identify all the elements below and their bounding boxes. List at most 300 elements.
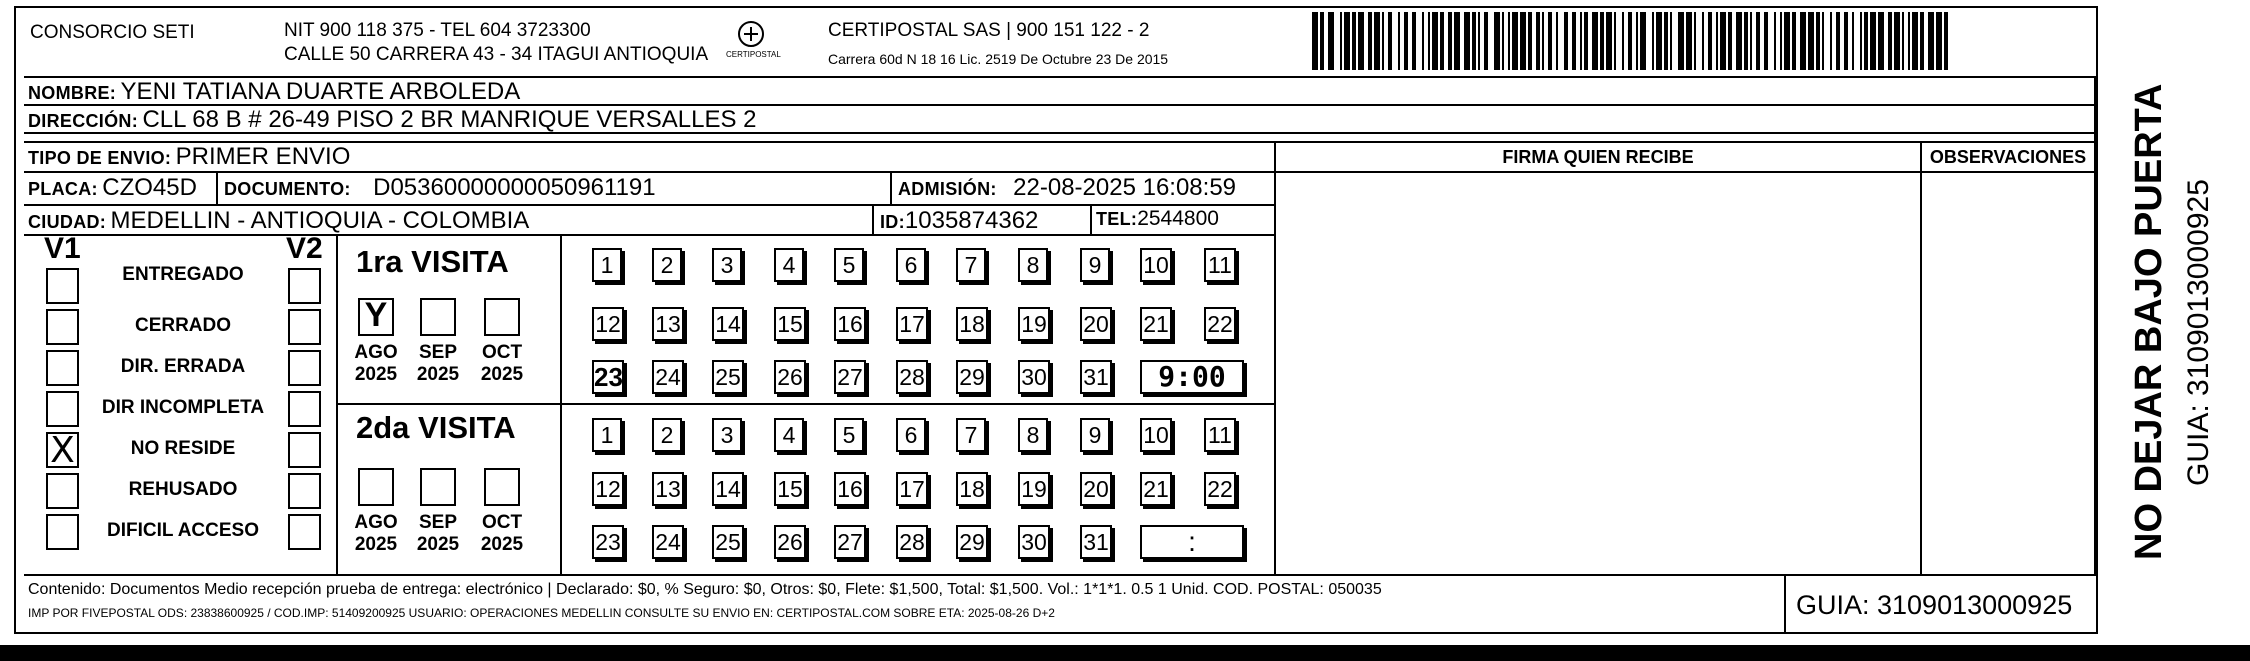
day-box[interactable]: 9 <box>1080 248 1110 282</box>
barcode-bar <box>1600 12 1604 70</box>
barcode-bar <box>1486 12 1488 70</box>
address-label: DIRECCIÓN: <box>28 111 138 131</box>
barcode-bar <box>1878 12 1880 70</box>
day-box[interactable]: 20 <box>1080 307 1112 341</box>
barcode-bar <box>1740 12 1742 70</box>
barcode-bar <box>1596 12 1598 70</box>
day-box[interactable]: 3 <box>712 418 742 452</box>
address-row <box>28 106 757 134</box>
day-box[interactable]: 16 <box>834 307 866 341</box>
barcode-bar <box>1584 12 1588 70</box>
month-label <box>348 512 404 556</box>
month-label <box>474 342 530 386</box>
day-box[interactable]: 30 <box>1018 360 1050 394</box>
v1-checkbox[interactable] <box>46 473 79 509</box>
imp-line: IMP POR FIVEPOSTAL ODS: 23838600925 / COD.IMP: 51409200925 USUARIO: OPERACIONES MEDELLIN CONSULTE SU ENVIO EN: CERTIPOSTAL.COM SOBRE ETA: 2025-08-26 D+2 <box>28 606 1055 620</box>
month-year: 2025 <box>354 364 398 385</box>
tel-label: TEL: <box>1096 209 1138 229</box>
barcode-bar <box>1852 12 1854 70</box>
day-box[interactable]: 21 <box>1140 307 1172 341</box>
barcode-bar <box>1494 12 1496 70</box>
barcode-bar <box>1800 12 1804 70</box>
barcode-bar <box>1660 12 1662 70</box>
city-cell <box>28 207 529 235</box>
id-cell <box>880 207 1038 235</box>
day-box[interactable]: 5 <box>834 418 864 452</box>
certipostal-line: CERTIPOSTAL SAS | 900 151 122 - 2 <box>828 20 1150 41</box>
barcode-bar <box>1398 12 1400 70</box>
divider <box>216 171 218 204</box>
barcode-bar <box>1440 12 1444 70</box>
barcode-bar <box>1804 12 1806 70</box>
barcode-bar <box>1916 12 1918 70</box>
v1-checkbox[interactable] <box>46 309 79 345</box>
plate-label: PLACA: <box>28 179 98 199</box>
barcode-bar <box>1344 12 1348 70</box>
barcode-bar <box>1788 12 1790 70</box>
barcode-bar <box>1572 12 1574 70</box>
barcode-bar <box>1574 12 1576 70</box>
barcode-bar <box>1556 12 1558 70</box>
signature-area[interactable] <box>1278 173 1918 571</box>
barcode-bar <box>1708 12 1710 70</box>
barcode-bar <box>1412 12 1414 70</box>
day-box[interactable]: 4 <box>774 248 804 282</box>
barcode-bar <box>1716 12 1718 70</box>
barcode-bar <box>1472 12 1476 70</box>
barcode-bar <box>1822 12 1824 70</box>
divider <box>2094 76 2096 574</box>
barcode-bar <box>1456 12 1460 70</box>
day-box[interactable]: 4 <box>774 418 804 452</box>
barcode-bar <box>1376 12 1380 70</box>
document-cell <box>224 174 656 202</box>
admission-label: ADMISIÓN: <box>898 179 997 199</box>
month-year: 2025 <box>416 534 460 555</box>
day-box[interactable]: 17 <box>896 307 928 341</box>
city: MEDELLIN - ANTIOQUIA - COLOMBIA <box>110 207 530 234</box>
barcode-bar <box>1436 12 1438 70</box>
tel-cell <box>1096 207 1219 231</box>
barcode-bar <box>1374 12 1376 70</box>
day-box[interactable]: 10 <box>1140 248 1172 282</box>
certipostal-logo <box>726 18 781 64</box>
day-box[interactable]: 29 <box>956 525 988 559</box>
barcode-bar <box>1640 12 1644 70</box>
content-line: Contenido: Documentos Medio recepción prueba de entrega: electrónico | Declarado: $0, % Seguro: $0, Otros: $0, Flete: $1,500, Total: $1,500. Vol.: 1*1*1. 0.5 1 Unid. COD. POSTAL: 050035 <box>28 581 1382 598</box>
logo-text: CERTIPOSTAL <box>726 50 781 59</box>
observations-area[interactable] <box>1924 173 2092 571</box>
barcode-bar <box>1432 12 1436 70</box>
barcode-bar <box>1332 12 1334 70</box>
nit-line: NIT 900 118 375 - TEL 604 3723300 <box>284 20 591 41</box>
barcode-bar <box>1636 12 1638 70</box>
barcode-bar <box>1872 12 1876 70</box>
v1-checkbox[interactable] <box>46 268 79 304</box>
barcode-bar <box>1580 12 1582 70</box>
admission-cell <box>898 174 1236 202</box>
day-box[interactable]: 5 <box>834 248 864 282</box>
divider <box>336 403 1274 405</box>
barcode-bar <box>1644 12 1646 70</box>
barcode-bar <box>1670 12 1672 70</box>
side-warning: NO DEJAR BAJO PUERTA <box>2128 83 2170 560</box>
day-box[interactable]: 15 <box>774 307 806 341</box>
day-box[interactable]: 22 <box>1204 472 1236 506</box>
day-box[interactable]: 8 <box>1018 248 1048 282</box>
month-mark: Y <box>364 296 388 334</box>
month-checkbox[interactable] <box>358 298 394 336</box>
barcode-bar <box>1316 12 1318 70</box>
day-box[interactable]: 14 <box>712 307 744 341</box>
barcode-bar <box>1454 12 1456 70</box>
barcode-bar <box>1940 12 1942 70</box>
divider <box>24 204 1274 206</box>
send-type-label: TIPO DE ENVIO: <box>28 148 172 168</box>
status-label: DIR INCOMPLETA <box>101 397 265 418</box>
day-box[interactable]: 13 <box>652 472 684 506</box>
barcode-bar <box>1880 12 1884 70</box>
day-box[interactable]: 8 <box>1018 418 1048 452</box>
barcode-bar <box>1390 12 1392 70</box>
id-value: 1035874362 <box>904 207 1039 234</box>
day-box[interactable]: 26 <box>774 525 806 559</box>
day-box[interactable]: 1 <box>592 248 622 282</box>
month-name: SEP <box>418 512 458 533</box>
status-label: DIR. ERRADA <box>120 356 246 377</box>
day-box[interactable]: 28 <box>896 360 928 394</box>
barcode-bar <box>1736 12 1740 70</box>
recipient-name: YENI TATIANA DUARTE ARBOLEDA <box>120 78 521 105</box>
barcode-bar <box>1428 12 1430 70</box>
barcode-bar <box>1816 12 1820 70</box>
plate-cell <box>28 174 197 202</box>
day-box[interactable]: 23 <box>594 362 623 392</box>
day-box[interactable]: 31 <box>1080 525 1112 559</box>
barcode-bar <box>1912 12 1916 70</box>
day-box[interactable]: 1 <box>592 418 622 452</box>
barcode-bar <box>1614 12 1616 70</box>
day-box[interactable]: 28 <box>896 525 928 559</box>
barcode-bar <box>1756 12 1758 70</box>
barcode-bar <box>1830 12 1832 70</box>
day-box[interactable]: 21 <box>1140 472 1172 506</box>
month-checkbox[interactable] <box>420 298 456 336</box>
day-box[interactable]: 15 <box>774 472 806 506</box>
barcode-bar <box>1888 12 1892 70</box>
day-box[interactable]: 25 <box>712 360 744 394</box>
v2-checkbox[interactable] <box>288 473 321 509</box>
day-box[interactable]: 22 <box>1204 307 1236 341</box>
barcode-bar <box>1496 12 1500 70</box>
barcode-bar <box>1694 12 1696 70</box>
divider <box>1920 141 1922 574</box>
visit1-title: 1ra VISITA <box>356 244 509 279</box>
divider <box>872 204 874 234</box>
day-box[interactable]: 2 <box>652 248 682 282</box>
status-label: DIFICIL ACCESO <box>106 520 259 541</box>
day-box[interactable]: 20 <box>1080 472 1112 506</box>
month-name: AGO <box>354 342 398 363</box>
month-label <box>410 512 466 556</box>
day-box[interactable]: 29 <box>956 360 988 394</box>
day-box[interactable]: 11 <box>1204 418 1236 452</box>
barcode-bar <box>1422 12 1424 70</box>
city-label: CIUDAD: <box>28 212 107 232</box>
barcode-bar <box>1348 12 1350 70</box>
day-box[interactable]: 31 <box>1080 360 1112 394</box>
barcode-bar <box>1836 12 1838 70</box>
barcode-bar <box>1468 12 1470 70</box>
day-box[interactable]: 18 <box>956 472 988 506</box>
barcode-bar <box>1784 12 1788 70</box>
barcode-bar <box>1352 12 1356 70</box>
document: D05360000000050961191 <box>373 174 656 201</box>
barcode-bar <box>1406 12 1408 70</box>
month-checkbox[interactable] <box>484 298 520 336</box>
barcode-bar <box>1628 12 1630 70</box>
side-guia: GUIA: 3109013000925 <box>2182 179 2215 486</box>
barcode-bar <box>1764 12 1766 70</box>
barcode-bar <box>1606 12 1608 70</box>
barcode-bar <box>1448 12 1452 70</box>
barcode-bar <box>1368 12 1372 70</box>
status-label: REHUSADO <box>128 479 238 500</box>
month-name: AGO <box>354 512 398 533</box>
barcode-bar <box>1728 12 1732 70</box>
barcode-bar <box>1896 12 1900 70</box>
day-box[interactable]: 25 <box>712 525 744 559</box>
barcode-bar <box>1652 12 1654 70</box>
barcode-bar <box>1902 12 1904 70</box>
barcode-bar <box>1512 12 1516 70</box>
day-box[interactable]: 12 <box>592 307 624 341</box>
day-box[interactable]: 6 <box>896 418 926 452</box>
barcode-bar <box>1656 12 1660 70</box>
v2-checkbox[interactable] <box>288 350 321 386</box>
barcode-bar <box>1478 12 1480 70</box>
barcode-bar <box>1502 12 1504 70</box>
barcode-bar <box>1774 12 1776 70</box>
barcode-bar <box>1464 12 1468 70</box>
month-name: SEP <box>418 342 458 363</box>
day-box[interactable]: 16 <box>834 472 866 506</box>
barcode-bar <box>1320 12 1324 70</box>
day-box[interactable]: 3 <box>712 248 742 282</box>
company-name: CONSORCIO SETI <box>30 22 195 43</box>
day-box[interactable]: 11 <box>1204 248 1236 282</box>
v2-checkbox[interactable] <box>288 432 321 468</box>
visit2-title: 2da VISITA <box>356 410 516 445</box>
barcode-bar <box>1664 12 1668 70</box>
month-checkbox[interactable] <box>484 468 520 506</box>
barcode-bar <box>1520 12 1524 70</box>
barcode-bar <box>1566 12 1568 70</box>
v1-label: V1 <box>44 232 81 265</box>
v2-checkbox[interactable] <box>288 514 321 550</box>
month-year: 2025 <box>416 364 460 385</box>
barcode-bar <box>1928 12 1932 70</box>
day-box[interactable]: 26 <box>774 360 806 394</box>
barcode-bar <box>1932 12 1934 70</box>
barcode-bar <box>1724 12 1726 70</box>
status-label: ENTREGADO <box>122 264 244 285</box>
barcode-bar <box>1548 12 1550 70</box>
footer-guia: GUIA: 3109013000925 <box>1796 590 2073 620</box>
barcode-bar <box>1870 12 1872 70</box>
barcode-bar <box>1744 12 1748 70</box>
v1-checkbox[interactable] <box>46 350 79 386</box>
day-box[interactable]: 6 <box>896 248 926 282</box>
firma-label: FIRMA QUIEN RECIBE <box>1502 147 1694 167</box>
day-box[interactable]: 14 <box>712 472 744 506</box>
month-label <box>474 512 530 556</box>
day-box[interactable]: 9 <box>1080 418 1110 452</box>
barcode-bar <box>1592 12 1596 70</box>
send-type: PRIMER ENVIO <box>175 143 351 170</box>
barcode-bar <box>1340 12 1342 70</box>
barcode-bar <box>1720 12 1724 70</box>
day-box[interactable]: 27 <box>834 360 866 394</box>
tel-value: 2544800 <box>1137 207 1219 230</box>
name-label: NOMBRE: <box>28 83 117 103</box>
v1-checkbox[interactable] <box>46 391 79 427</box>
month-checkbox[interactable] <box>358 468 394 506</box>
month-label <box>348 342 404 386</box>
barcode-bar <box>1844 12 1846 70</box>
barcode-bar <box>1688 12 1692 70</box>
barcode-bar <box>1550 12 1552 70</box>
divider <box>560 234 562 574</box>
v1-checkbox[interactable] <box>46 430 79 471</box>
barcode-bar <box>1766 12 1768 70</box>
day-box[interactable]: 24 <box>652 525 684 559</box>
month-name: OCT <box>481 342 523 363</box>
barcode-bar <box>1780 12 1782 70</box>
v2-checkbox[interactable] <box>288 309 321 345</box>
day-box[interactable]: 30 <box>1018 525 1050 559</box>
barcode-bar <box>1542 12 1544 70</box>
barcode-bar <box>1864 12 1868 70</box>
v1-checkbox[interactable] <box>46 514 79 550</box>
barcode-bar <box>1404 12 1406 70</box>
divider <box>1274 141 1276 574</box>
day-box[interactable]: 17 <box>896 472 928 506</box>
barcode-bar <box>1382 12 1384 70</box>
day-box[interactable]: 23 <box>592 525 624 559</box>
time-field[interactable]: 9:00 <box>1140 360 1244 394</box>
id-label: ID: <box>880 212 905 232</box>
barcode-bar <box>1944 12 1948 70</box>
v2-label: V2 <box>286 232 323 265</box>
barcode-bar <box>1894 12 1896 70</box>
day-box[interactable]: 2 <box>652 418 682 452</box>
barcode-bar <box>1702 12 1704 70</box>
barcode-bar <box>1414 12 1416 70</box>
month-year: 2025 <box>354 534 398 555</box>
barcode-bar <box>1678 12 1680 70</box>
address-line: CALLE 50 CARRERA 43 - 34 ITAGUI ANTIOQUIA <box>284 44 709 65</box>
barcode-bar <box>1838 12 1840 70</box>
barcode-bar <box>1846 12 1848 70</box>
barcode-bar <box>1388 12 1390 70</box>
day-box[interactable]: 19 <box>1018 307 1050 341</box>
barcode-bar <box>1528 12 1532 70</box>
day-box[interactable]: 12 <box>592 472 624 506</box>
day-box[interactable]: 13 <box>652 307 684 341</box>
barcode-bar <box>1508 12 1510 70</box>
name-row <box>28 78 520 106</box>
status-label: CERRADO <box>134 315 232 336</box>
day-box[interactable]: 24 <box>652 360 684 394</box>
barcode-bar <box>1312 12 1316 70</box>
time-field[interactable]: : <box>1140 525 1244 559</box>
barcode-bar <box>1792 12 1796 70</box>
divider <box>1090 204 1092 234</box>
observaciones-label: OBSERVACIONES <box>1929 147 2087 167</box>
barcode-bar <box>1758 12 1760 70</box>
barcode-bar <box>1936 12 1940 70</box>
barcode-bar <box>1710 12 1712 70</box>
divider <box>1784 574 1786 634</box>
barcode-bar <box>1750 12 1752 70</box>
barcode-bar <box>1360 12 1364 70</box>
bottom-bar <box>0 645 2250 661</box>
divider <box>890 171 892 204</box>
day-box[interactable]: 19 <box>1018 472 1050 506</box>
document-label: DOCUMENTO: <box>224 179 351 199</box>
day-box[interactable]: 7 <box>956 418 986 452</box>
day-box[interactable]: 7 <box>956 248 986 282</box>
day-box[interactable]: 27 <box>834 525 866 559</box>
barcode-bar <box>1630 12 1632 70</box>
barcode-bar <box>1516 12 1518 70</box>
barcode-bar <box>1524 12 1526 70</box>
barcode-bar <box>1808 12 1812 70</box>
barcode-bar <box>1686 12 1688 70</box>
month-checkbox[interactable] <box>420 468 456 506</box>
admission: 22-08-2025 16:08:59 <box>1013 174 1237 201</box>
barcode-bar <box>1812 12 1814 70</box>
barcode-bar <box>1328 12 1332 70</box>
month-year: 2025 <box>480 534 524 555</box>
barcode-bar <box>1920 12 1924 70</box>
v2-checkbox[interactable] <box>288 391 321 427</box>
barcode-bar <box>1908 12 1910 70</box>
barcode-bar <box>1680 12 1684 70</box>
plate: CZO45D <box>102 174 197 201</box>
barcode-bar <box>1622 12 1624 70</box>
barcode-bar <box>1860 12 1862 70</box>
day-box[interactable]: 18 <box>956 307 988 341</box>
month-name: OCT <box>481 512 523 533</box>
recipient-address: CLL 68 B # 26-49 PISO 2 BR MANRIQUE VERSALLES 2 <box>142 106 757 133</box>
month-label <box>410 342 466 386</box>
barcode-bar <box>1484 12 1486 70</box>
barcode <box>1308 12 2088 70</box>
x-mark: X <box>50 430 75 471</box>
barcode-bar <box>1536 12 1540 70</box>
barcode-bar <box>1608 12 1612 70</box>
barcode-bar <box>1358 12 1360 70</box>
status-label: NO RESIDE <box>130 438 236 459</box>
license-line: Carrera 60d N 18 16 Lic. 2519 De Octubre 23 De 2015 <box>828 51 1169 67</box>
month-year: 2025 <box>480 364 524 385</box>
send-type-row <box>28 143 350 171</box>
barcode-bar <box>1564 12 1566 70</box>
v2-checkbox[interactable] <box>288 268 321 304</box>
day-box[interactable]: 10 <box>1140 418 1172 452</box>
